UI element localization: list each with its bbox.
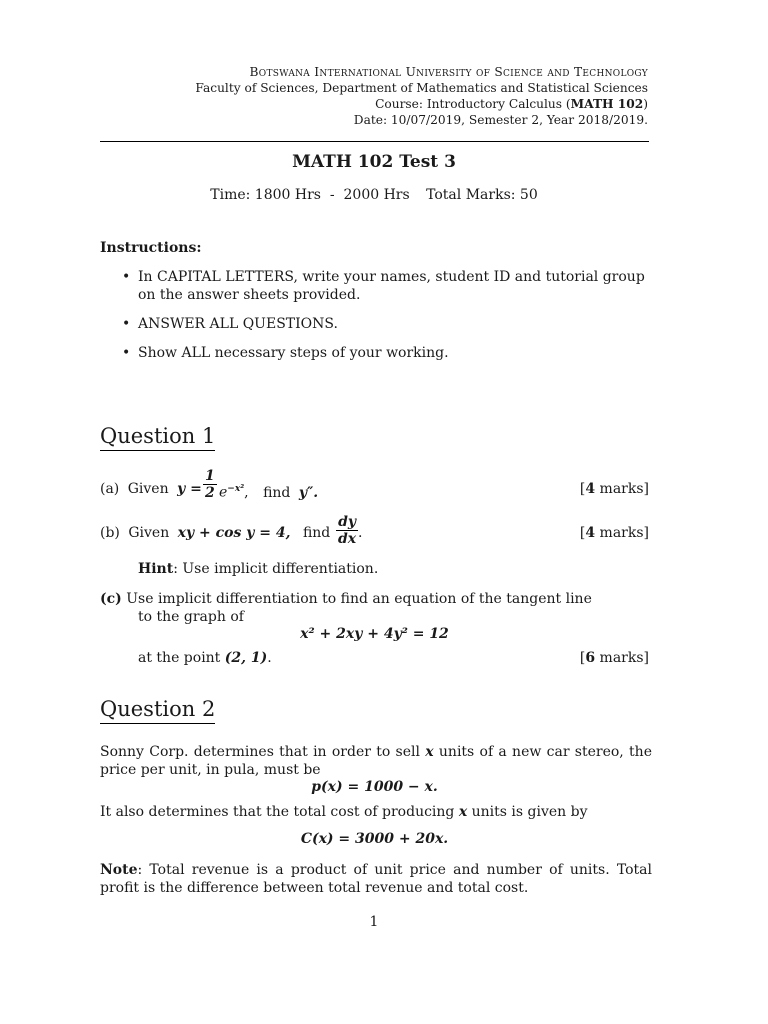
marks-label: [4 marks] (579, 481, 649, 497)
part-label: (c) (100, 591, 122, 607)
question-1b: (b) Given xy + cos y = 4, find $\frac{dy}{dx}$ . [4 marks] (100, 514, 649, 547)
university-name: Botswana International University of Science and Technology (249, 65, 648, 79)
part-label: (a) (100, 481, 120, 497)
instructions-list (100, 268, 652, 373)
page-title: MATH 102 Test 3 (292, 152, 456, 172)
header-rule (100, 141, 649, 142)
instruction-item: • Show ALL necessary steps of your working. (100, 344, 652, 362)
course-line: Course: Introductory Calculus (MATH 102) (375, 97, 648, 111)
instruction-item: • In CAPITAL LETTERS, write your names, student ID and tutorial group on the answer sheets provided. (100, 268, 652, 304)
price-equation: p(x) = 1000 − x. (311, 779, 438, 795)
time-range: Time: 1800 Hrs - 2000 Hrs (210, 187, 410, 203)
marks-label: [4 marks] (579, 525, 649, 541)
hint-line: Hint: Use implicit differentiation. (138, 561, 379, 577)
cost-equation: C(x) = 3000 + 20x. (300, 831, 449, 847)
document-header (195, 64, 648, 128)
tangent-equation: x² + 2xy + 4y² = 12 (300, 626, 449, 642)
question-2-heading: Question 2 (100, 697, 215, 724)
instructions-heading: Instructions: (100, 240, 202, 256)
part-label: (b) (100, 525, 120, 541)
note-paragraph: Note: Total revenue is a product of unit price and number of units. Total profit is the difference between total revenue and total cost. (100, 862, 652, 896)
question-1-heading: Question 1 (100, 424, 215, 451)
fraction-dy-dx: $\frac{dy}{dx}$ (338, 514, 357, 547)
instruction-item: • ANSWER ALL QUESTIONS. (100, 315, 652, 333)
course-code: MATH 102 (570, 97, 644, 111)
question-1c-point: at the point (2, 1). [6 marks] (138, 650, 649, 666)
date-line: Date: 10/07/2019, Semester 2, Year 2018/2019. (353, 113, 648, 127)
question-1a: (a) Given y = $\frac{1}{2}$ $e^{-x^2}$, find y″. [4 marks] (100, 468, 649, 501)
marks-label: [6 marks] (579, 650, 649, 666)
time-and-marks (0, 187, 748, 203)
question-2-paragraph-2: It also determines that the total cost of producing x units is given by (100, 804, 588, 820)
total-marks: Total Marks: 50 (426, 187, 538, 203)
page-number: 1 (369, 914, 379, 930)
fraction-one-half: $\frac{1}{2}$ (205, 468, 215, 501)
question-1c: (c) Use implicit differentiation to find an equation of the tangent line to the graph of (100, 591, 592, 625)
faculty-line: Faculty of Sciences, Department of Mathematics and Statistical Sciences (195, 81, 648, 95)
question-2-paragraph-1: Sonny Corp. determines that in order to sell x units of a new car stereo, the price per unit, in pula, must be (100, 744, 652, 778)
